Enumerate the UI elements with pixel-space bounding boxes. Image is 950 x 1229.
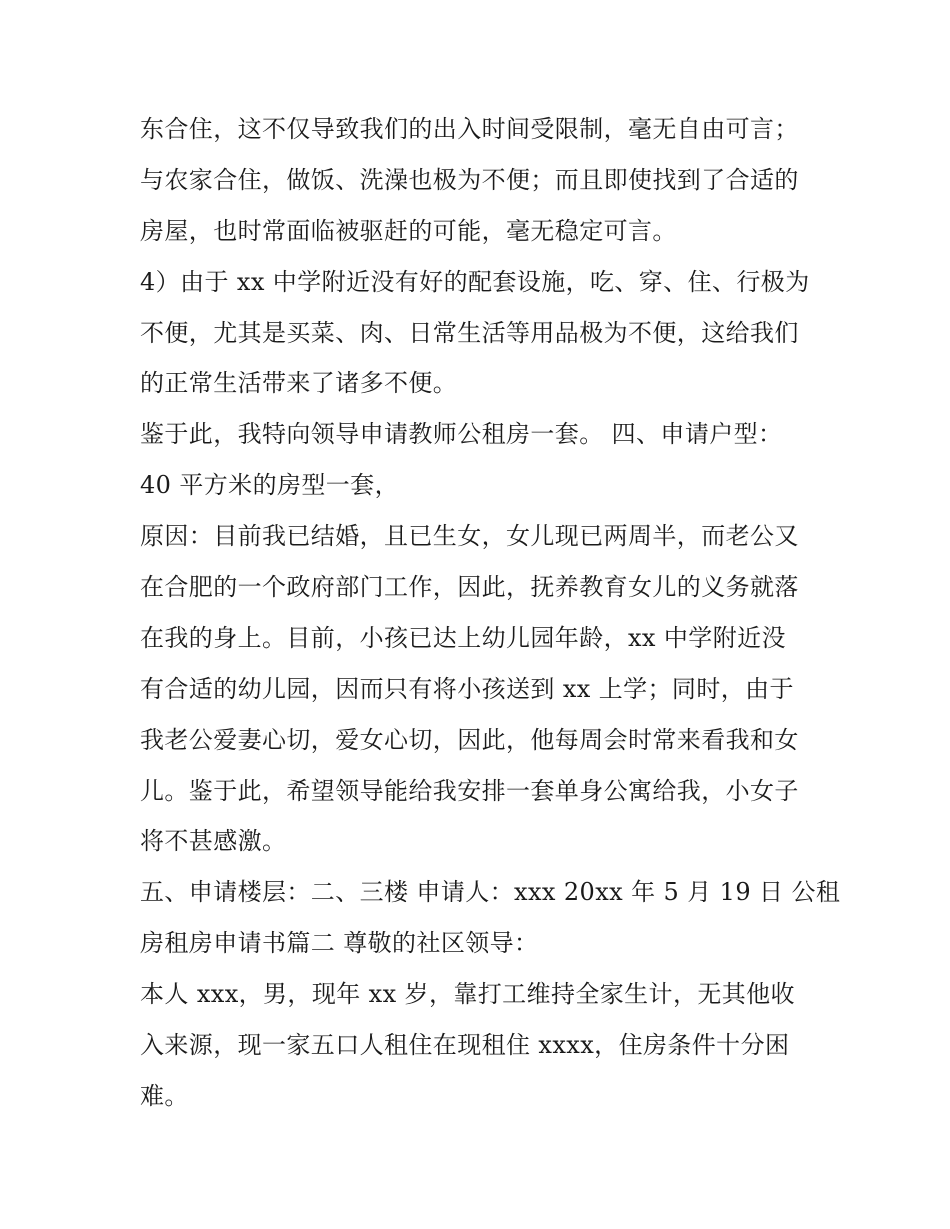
text-line: 的正常生活带来了诸多不便。 xyxy=(140,369,458,398)
text-line: 东合住，这不仅导致我们的出入时间受限制，毫无自由可言； xyxy=(140,115,799,143)
text-line: 入来源，现一家五口人租住在现租住 xxxx，住房条件十分困 xyxy=(140,1031,790,1060)
document-body xyxy=(140,104,841,1122)
text-line: 在合肥的一个政府部门工作，因此，抚养教育女儿的义务就落 xyxy=(140,573,799,602)
text-line: 我老公爱妻心切，爱女心切，因此，他每周会时常来看我和女 xyxy=(140,725,799,754)
text-line: 在我的身上。目前，小孩已达上幼儿园年龄，xx 中学附近没 xyxy=(140,623,786,652)
text-line: 原因：目前我已结婚，且已生女，女儿现已两周半，而老公又 xyxy=(140,522,799,551)
text-line: 有合适的幼儿园，因而只有将小孩送到 xx 上学；同时，由于 xyxy=(140,674,794,703)
text-line: 本人 xxx，男，现年 xx 岁，靠打工维持全家生计，无其他收 xyxy=(140,980,795,1009)
text-line: 鉴于此，我特向领导申请教师公租房一套。 四、申请户型： xyxy=(140,420,783,449)
text-line: 房屋，也时常面临被驱赶的可能，毫无稳定可言。 xyxy=(140,216,677,245)
text-line: 与农家合住，做饭、洗澡也极为不便；而且即使找到了合适的 xyxy=(140,165,799,194)
text-line: 40 平方米的房型一套， xyxy=(140,471,399,500)
text-line: 将不甚感激。 xyxy=(140,827,287,856)
text-line: 难。 xyxy=(140,1081,189,1110)
text-line: 儿。鉴于此，希望领导能给我安排一套单身公寓给我，小女子 xyxy=(140,776,799,805)
text-line: 4）由于 xx 中学附近没有好的配套设施，吃、穿、住、行极为 xyxy=(140,267,810,296)
text-line: 房租房申请书篇二 尊敬的社区领导： xyxy=(140,929,539,958)
text-line: 五、申请楼层：二、三楼 申请人：xxx 20xx 年 5 月 19 日 公租 xyxy=(140,878,841,907)
text-line: 不便，尤其是买菜、肉、日常生活等用品极为不便，这给我们 xyxy=(140,318,799,347)
